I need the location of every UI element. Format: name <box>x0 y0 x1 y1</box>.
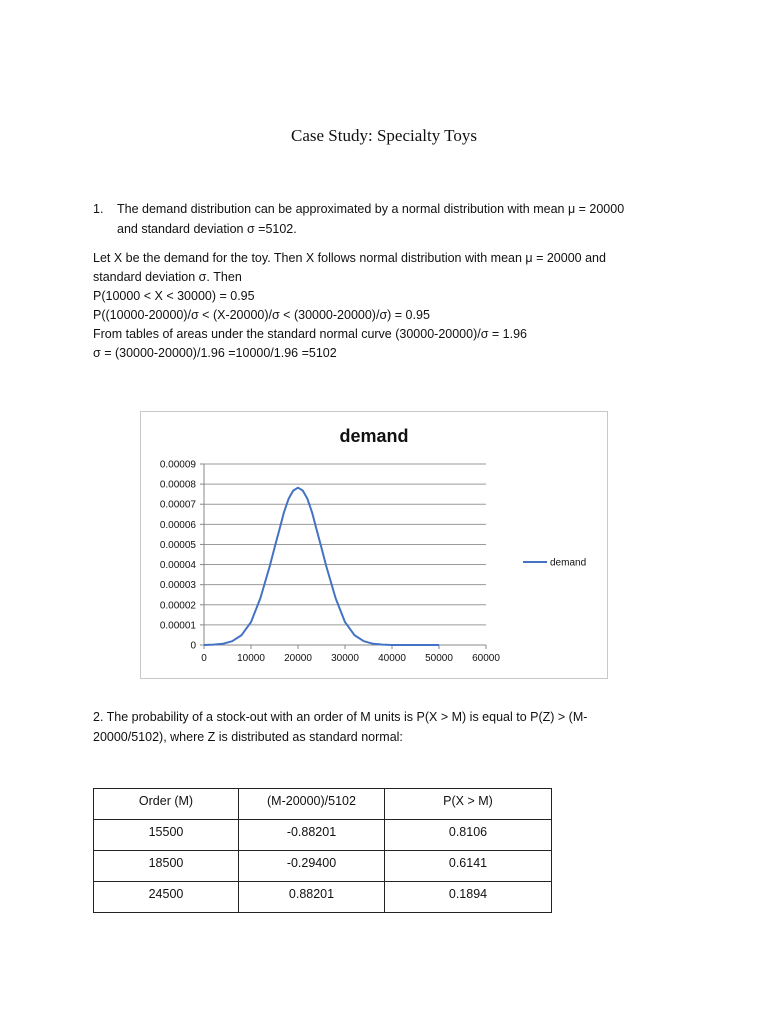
question-2-line-1: 2. The probability of a stock-out with an order of M units is P(X > M) is equal to P(Z) > (M- <box>93 710 588 724</box>
table-cell: 0.1894 <box>385 882 552 913</box>
question-2-line-2: 20000/5102), where Z is distributed as standard normal: <box>93 730 403 744</box>
table-cell: 0.88201 <box>239 882 385 913</box>
series-line-demand <box>204 488 439 645</box>
x-tick-label: 40000 <box>378 653 406 664</box>
x-tick-label: 10000 <box>237 653 265 664</box>
y-tick-label: 0.00005 <box>159 539 196 551</box>
x-tick-label: 20000 <box>284 653 312 664</box>
chart-title: demand <box>339 426 409 446</box>
table-cell: 0.6141 <box>385 851 552 882</box>
y-tick-label: 0.00007 <box>159 499 196 511</box>
explanation-line: Let X be the demand for the toy. Then X follows normal distribution with mean μ = 20000 and <box>93 251 606 265</box>
demand-chart-svg <box>141 412 607 678</box>
y-tick-label: 0.00006 <box>159 519 196 531</box>
y-tick-label: 0.00002 <box>159 600 196 612</box>
x-tick-label: 0 <box>201 653 207 664</box>
explanation-line: P(10000 < X < 30000) = 0.95 <box>93 289 255 303</box>
explanation-line: From tables of areas under the standard normal curve (30000-20000)/σ = 1.96 <box>93 327 528 341</box>
table-row <box>94 851 552 882</box>
table-cell: 24500 <box>94 882 239 913</box>
table-cell: 15500 <box>94 820 239 851</box>
x-tick-label: 30000 <box>331 653 359 664</box>
explanation-line: standard deviation σ. Then <box>93 270 242 284</box>
explanation-line: σ = (30000-20000)/1.96 =10000/1.96 =5102 <box>93 346 337 360</box>
table-cell: -0.88201 <box>239 820 385 851</box>
y-tick-label: 0.00009 <box>159 459 196 471</box>
question-1-number: 1. <box>93 202 104 216</box>
table-header-cell: P(X > M) <box>385 789 552 820</box>
y-tick-label: 0.00001 <box>159 620 196 632</box>
table-header-row <box>94 789 552 820</box>
explanation-paragraph <box>93 249 683 363</box>
table-row <box>94 882 552 913</box>
question-1-line-2: and standard deviation σ =5102. <box>117 222 297 236</box>
stockout-table <box>93 788 552 913</box>
x-tick-label: 60000 <box>472 653 500 664</box>
explanation-line: P((10000-20000)/σ < (X-20000)/σ < (30000-20000)/σ) = 0.95 <box>93 308 430 322</box>
table-header-cell: (M-20000)/5102 <box>239 789 385 820</box>
table-cell: -0.29400 <box>239 851 385 882</box>
legend-label: demand <box>550 557 587 569</box>
y-tick-label: 0 <box>190 640 196 652</box>
demand-chart <box>140 411 608 679</box>
y-tick-label: 0.00003 <box>159 580 196 592</box>
table-cell: 18500 <box>94 851 239 882</box>
y-tick-label: 0.00004 <box>159 560 196 572</box>
table-row <box>94 820 552 851</box>
question-1-line-1: The demand distribution can be approximated by a normal distribution with mean μ = 20000 <box>117 202 625 216</box>
table-header-cell: Order (M) <box>94 789 239 820</box>
table-cell: 0.8106 <box>385 820 552 851</box>
document-title: Case Study: Specialty Toys <box>291 126 477 145</box>
x-tick-label: 50000 <box>425 653 453 664</box>
y-tick-label: 0.00008 <box>159 479 196 491</box>
question-2 <box>93 707 653 747</box>
